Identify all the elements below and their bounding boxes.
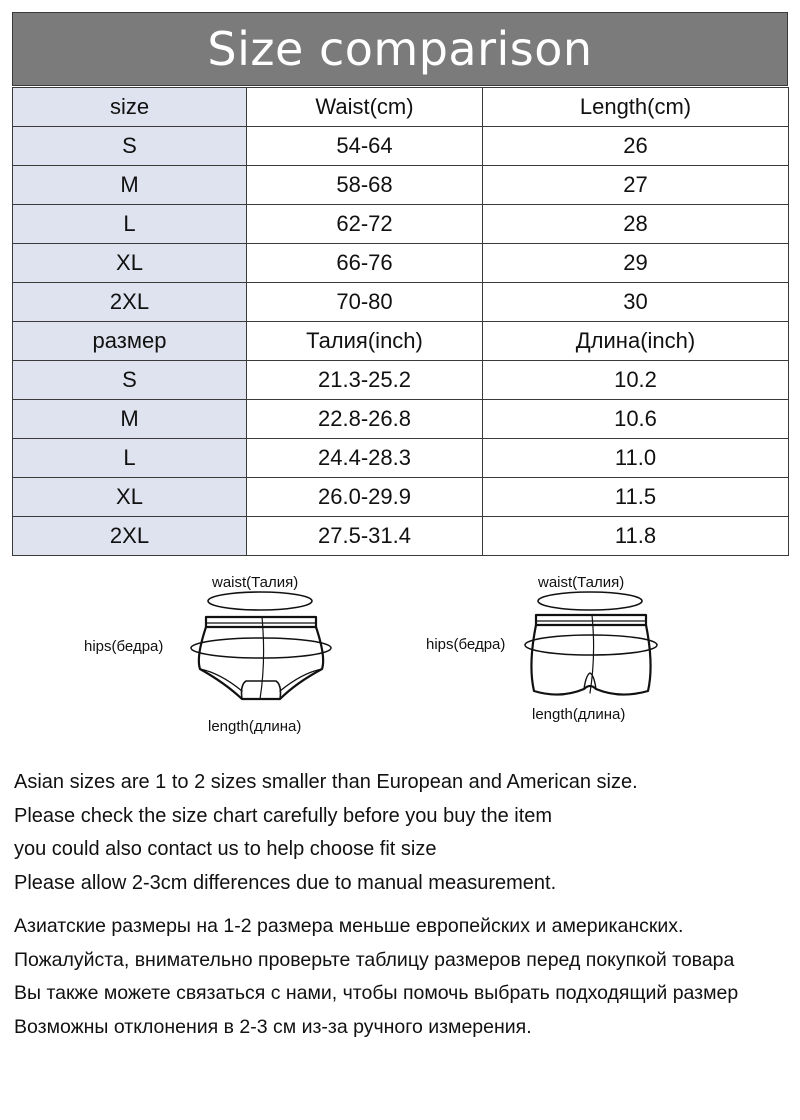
- size-table: [12, 87, 789, 556]
- table-row: [13, 283, 789, 322]
- length-cell: 10.2: [483, 361, 789, 400]
- waist-cell: 66-76: [247, 244, 483, 283]
- boxer-waistband: [536, 615, 646, 625]
- length-cell: 28: [483, 205, 789, 244]
- table-row: [13, 244, 789, 283]
- table-row: [13, 400, 789, 439]
- waist-label: waist(Талия): [538, 574, 625, 591]
- page-title: Size comparison: [207, 22, 593, 76]
- notes-english: [14, 766, 786, 900]
- header-waist-cm: Waist(cm): [247, 88, 483, 127]
- size-cell: XL: [13, 478, 247, 517]
- size-cell: L: [13, 439, 247, 478]
- table-header-inch: [13, 322, 789, 361]
- hips-ellipse: [191, 638, 331, 658]
- size-cell: S: [13, 127, 247, 166]
- waist-cell: 70-80: [247, 283, 483, 322]
- boxer-measurement-diagram: [420, 565, 710, 745]
- waist-cell: 62-72: [247, 205, 483, 244]
- note-line: Please check the size chart carefully before you buy the item: [14, 804, 553, 827]
- length-label: length(длина): [532, 706, 626, 723]
- size-cell: L: [13, 205, 247, 244]
- waist-cell: 26.0-29.9: [247, 478, 483, 517]
- size-cell: XL: [13, 244, 247, 283]
- waist-cell: 58-68: [247, 166, 483, 205]
- waist-label: waist(Талия): [212, 574, 299, 591]
- waist-ellipse: [538, 592, 642, 610]
- table-row: [13, 439, 789, 478]
- briefs-measurement-diagram: [80, 565, 370, 745]
- table-row: [13, 127, 789, 166]
- length-cell: 29: [483, 244, 789, 283]
- length-label: length(длина): [208, 718, 302, 735]
- header-size-ru: размер: [13, 322, 247, 361]
- length-cell: 11.5: [483, 478, 789, 517]
- length-line: [590, 615, 594, 693]
- note-line: Вы также можете связаться с нами, чтобы помочь выбрать подходящий размер: [14, 982, 739, 1004]
- header-length-inch: Длина(inch): [483, 322, 789, 361]
- title-banner: [12, 12, 788, 86]
- note-line: Please allow 2-3cm differences due to manual measurement.: [14, 871, 557, 894]
- size-cell: M: [13, 400, 247, 439]
- waist-cell: 27.5-31.4: [247, 517, 483, 556]
- hips-label: hips(бедра): [84, 638, 164, 655]
- briefs-waistband: [206, 617, 316, 627]
- waist-cell: 22.8-26.8: [247, 400, 483, 439]
- size-cell: 2XL: [13, 517, 247, 556]
- length-cell: 27: [483, 166, 789, 205]
- hips-label: hips(бедра): [426, 636, 506, 653]
- header-waist-inch: Талия(inch): [247, 322, 483, 361]
- table-row: [13, 361, 789, 400]
- length-cell: 26: [483, 127, 789, 166]
- size-cell: M: [13, 166, 247, 205]
- hips-ellipse: [525, 635, 657, 655]
- length-cell: 11.0: [483, 439, 789, 478]
- length-cell: 10.6: [483, 400, 789, 439]
- header-length-cm: Length(cm): [483, 88, 789, 127]
- notes-russian: [14, 910, 786, 1044]
- length-cell: 30: [483, 283, 789, 322]
- waist-cell: 24.4-28.3: [247, 439, 483, 478]
- table-row: [13, 478, 789, 517]
- note-line: you could also contact us to help choose fit size: [14, 838, 437, 860]
- note-line: Возможны отклонения в 2-3 см из-за ручного измерения.: [14, 1015, 532, 1038]
- waist-cell: 21.3-25.2: [247, 361, 483, 400]
- note-line: Азиатские размеры на 1-2 размера меньше европейских и американских.: [14, 915, 684, 937]
- size-cell: S: [13, 361, 247, 400]
- size-cell: 2XL: [13, 283, 247, 322]
- table-row: [13, 517, 789, 556]
- table-header-cm: [13, 88, 789, 127]
- note-line: Asian sizes are 1 to 2 sizes smaller than European and American size.: [14, 771, 638, 793]
- length-cell: 11.8: [483, 517, 789, 556]
- note-line: Пожалуйста, внимательно проверьте таблицу размеров перед покупкой товара: [14, 948, 735, 971]
- waist-ellipse: [208, 592, 312, 610]
- waist-cell: 54-64: [247, 127, 483, 166]
- table-row: [13, 205, 789, 244]
- header-size: size: [13, 88, 247, 127]
- table-row: [13, 166, 789, 205]
